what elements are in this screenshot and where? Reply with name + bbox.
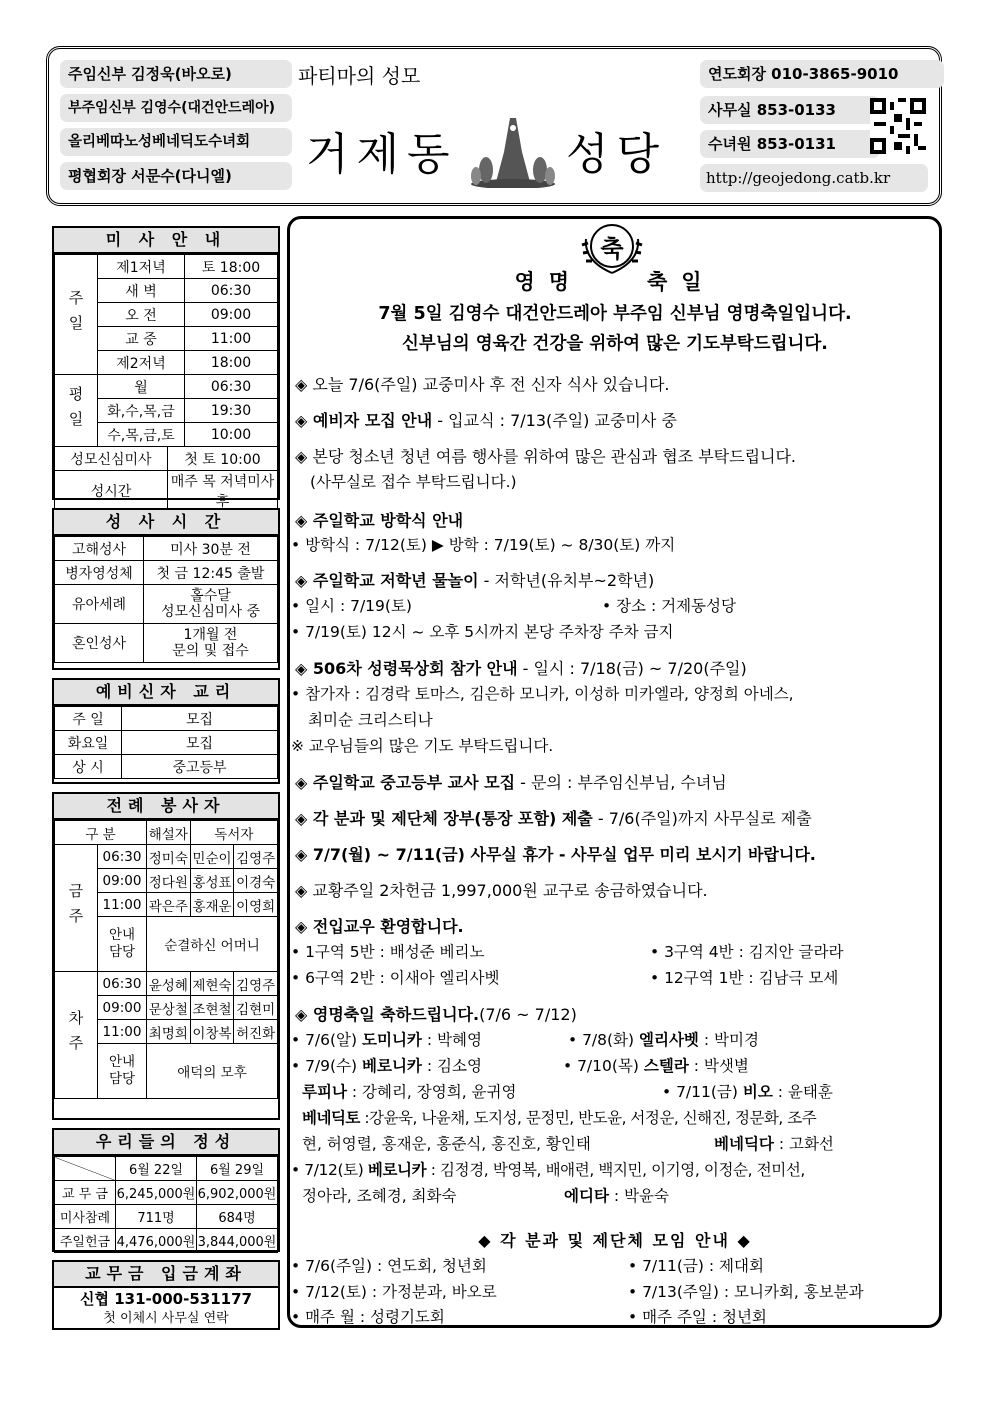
mass-day: 월	[98, 375, 185, 399]
class-day: 주 일	[55, 707, 122, 731]
offering-date: 6월 29일	[197, 1157, 278, 1181]
meeting-item: • 7/11(금) : 제대회	[628, 1257, 764, 1275]
feast-row	[291, 1054, 482, 1076]
feast-names: : 고화선	[773, 1135, 834, 1153]
convent-phone-pill: 수녀원 853-0131	[700, 130, 880, 158]
server-name: 김현미	[234, 996, 278, 1020]
sacrament-name: 병자영성체	[55, 561, 144, 585]
servers-head: 독서자	[190, 821, 277, 845]
next-week-label: 차주	[55, 972, 98, 1099]
feast-names: : 강혜리, 장영희, 윤귀영	[346, 1083, 517, 1101]
notice-detail: - 문의 : 부주임신부님, 수녀님	[515, 773, 727, 792]
server-name: 홍재운	[190, 893, 234, 917]
sacraments-title: 성 사 시 간	[54, 510, 278, 536]
offering-date: 6월 22일	[116, 1157, 197, 1181]
feast-line-2: 신부님의 영육간 건강을 위하여 많은 기도부탁드립니다.	[402, 334, 828, 354]
mass-schedule-box	[52, 226, 280, 510]
server-time: 06:30	[98, 972, 147, 996]
feast-names: : 윤태훈	[772, 1083, 833, 1101]
new-parishioner: • 1구역 5반 : 배성준 베리노	[291, 943, 485, 961]
feast-row	[302, 1106, 816, 1128]
offering-value: 6,902,000원	[197, 1181, 278, 1205]
this-week-label: 금주	[55, 845, 98, 972]
notice-detail: - 7/6(주일)까지 사무실로 제출	[592, 809, 812, 828]
server-name: 민순이	[190, 845, 234, 869]
mass-time: 09:00	[185, 303, 278, 327]
notice-youth: ◈ 본당 청소년 청년 여름 행사를 위하여 많은 관심과 협조 부탁드립니다.	[295, 447, 797, 466]
mass-time: 11:00	[185, 327, 278, 351]
feast-saint: 베로니카	[367, 1161, 427, 1179]
notice-head: ◈ 각 분과 및 제단체 장부(통장 포함) 제출	[295, 809, 593, 828]
feast-saint: 베네딕다	[714, 1135, 774, 1153]
catechumen-box	[52, 678, 280, 784]
class-day: 화요일	[55, 731, 122, 755]
feast-date: • 7/10(목)	[563, 1057, 644, 1075]
notice-catechumen	[295, 408, 945, 431]
servers-box	[52, 792, 280, 1120]
extra-mass-label: 성모신심미사	[55, 447, 168, 471]
feast-row	[291, 1158, 805, 1180]
offering-label: 교 무 금	[55, 1181, 116, 1205]
feast-saint: 루피나	[302, 1083, 347, 1101]
offering-value: 711명	[116, 1205, 197, 1229]
feast-row	[563, 1054, 749, 1076]
notice-lunch: ◈ 오늘 7/6(주일) 교중미사 후 전 신자 식사 있습니다.	[295, 375, 670, 394]
feast-saint: 스텔라	[643, 1057, 689, 1075]
sacrament-name: 고해성사	[55, 537, 144, 561]
notice-welcome-head: ◈ 전입교우 환영합니다.	[295, 917, 464, 936]
mass-type: 새 벽	[98, 279, 185, 303]
feast-saint: 도미니카	[362, 1031, 422, 1049]
parish-title-left: 거제동	[306, 129, 458, 180]
notice-detail: - 일시 : 7/18(금) ~ 7/20(주일)	[517, 659, 747, 678]
server-name: 이영희	[234, 893, 278, 917]
server-time: 09:00	[98, 996, 147, 1020]
sacraments-box	[52, 508, 280, 670]
new-parishioner: • 12구역 1반 : 김남극 모세	[650, 969, 839, 987]
feast-names: : 박혜영	[421, 1031, 482, 1049]
offerings-box	[52, 1128, 280, 1252]
account-box	[52, 1260, 280, 1330]
feast-saint: 베네딕토	[302, 1109, 360, 1127]
emblem-char: 축	[600, 235, 624, 263]
mass-type: 교 중	[98, 327, 185, 351]
feast-date: • 7/12(토)	[291, 1161, 368, 1179]
notice-head: ◈ 주일학교 중고등부 교사 모집	[295, 773, 516, 792]
notice-detail: - 저학년(유치부~2학년)	[478, 571, 655, 590]
waterplay-place: • 장소 : 거제동성당	[602, 597, 736, 615]
assistant-pastor-pill: 부주임신부 김영수(대건안드레아)	[60, 94, 292, 122]
retreat-participants-cont: 최미순 크리스티나	[308, 711, 433, 729]
yeondo-phone-pill: 연도회장 010-3865-9010	[700, 60, 944, 88]
notice-teachers	[295, 770, 945, 793]
weekday-label: 평일	[55, 375, 98, 447]
offering-label: 주일헌금	[55, 1229, 116, 1253]
offering-value: 684명	[197, 1205, 278, 1229]
feast-names: 정아라, 조혜경, 최화숙	[302, 1187, 457, 1205]
feast-row	[564, 1184, 669, 1206]
feast-names: : 박윤숙	[608, 1187, 669, 1205]
servers-head: 구 분	[55, 821, 147, 845]
qr-code-icon[interactable]	[870, 98, 926, 154]
feast-names: : 박샛별	[688, 1057, 749, 1075]
new-parishioner: • 6구역 2반 : 이새아 엘리사벳	[291, 969, 500, 987]
server-name: 조현철	[190, 996, 234, 1020]
feast-saint: 엘리사벳	[639, 1031, 699, 1049]
notice-head: ◈ 예비자 모집 안내	[295, 411, 433, 430]
waterplay-date: • 일시 : 7/19(토)	[291, 597, 412, 615]
sacrament-name: 유아세례	[55, 585, 144, 624]
retreat-prayer-note: ※ 교우님들의 많은 기도 부탁드립니다.	[291, 737, 554, 755]
notice-detail: - 입교식 : 7/13(주일) 교중미사 중	[432, 411, 677, 430]
notice-youth-sub: (사무실로 접수 부탁드립니다.)	[310, 473, 517, 491]
feast-date: • 7/11(금)	[662, 1083, 743, 1101]
feast-saint: 비오	[742, 1083, 773, 1101]
mass-type: 제1저녁	[98, 255, 185, 279]
guide-label: 안내 담당	[98, 917, 147, 972]
sacrament-name: 혼인성사	[55, 624, 144, 663]
mass-schedule-title: 미 사 안 내	[54, 228, 278, 254]
catechumen-title: 예비신자 교리	[54, 680, 278, 706]
feast-date: • 7/8(화)	[568, 1031, 640, 1049]
notice-waterplay	[295, 568, 945, 591]
server-name: 홍성표	[190, 869, 234, 893]
new-parishioner: • 3구역 4반 : 김지안 글라라	[650, 943, 844, 961]
mass-time: 18:00	[185, 351, 278, 375]
offering-value: 6,245,000원	[116, 1181, 197, 1205]
mass-type: 제2저녁	[98, 351, 185, 375]
diagonal-header-cell	[55, 1157, 116, 1181]
guide-label: 안내 담당	[98, 1044, 147, 1099]
extra-mass-label: 성시간	[55, 471, 168, 512]
server-name: 정미숙	[147, 845, 191, 869]
feast-names: : 박미경	[698, 1031, 759, 1049]
guide-group: 순결하신 어머니	[147, 917, 278, 972]
class-status: 모집	[122, 731, 278, 755]
sacrament-time: 첫 금 12:45 출발	[144, 561, 278, 585]
notice-papal-collection: ◈ 교황주일 2차헌금 1,997,000원 교구로 송금하였습니다.	[295, 881, 708, 900]
feast-line-1: 7월 5일 김영수 대건안드레아 부주임 신부님 영명축일입니다.	[378, 304, 852, 324]
server-time: 06:30	[98, 845, 147, 869]
server-name: 제현숙	[190, 972, 234, 996]
waterplay-parking: • 7/19(토) 12시 ~ 오후 5시까지 본당 주차장 주차 금지	[291, 623, 674, 641]
feast-saint: 에디타	[564, 1187, 609, 1205]
feast-saint: 베로니카	[362, 1057, 422, 1075]
website-url[interactable]: http://geojedong.catb.kr	[700, 164, 928, 192]
server-name: 문상철	[147, 996, 191, 1020]
mass-day: 화,수,목,금	[98, 399, 185, 423]
server-name: 허진화	[234, 1020, 278, 1044]
parish-title-right: 성당	[566, 129, 668, 180]
server-name: 이경숙	[234, 869, 278, 893]
feast-date: • 7/9(수)	[291, 1057, 363, 1075]
feast-row	[302, 1080, 516, 1102]
notice-feastdays	[295, 1002, 945, 1025]
meeting-item: • 7/13(주일) : 모니카회, 홍보분과	[628, 1283, 864, 1301]
notice-office-closed: ◈ 7/7(월) ~ 7/11(금) 사무실 휴가 - 사무실 업무 미리 보시기 바랍니다.	[295, 845, 816, 864]
extra-mass-time: 첫 토 10:00	[168, 447, 278, 471]
mass-type: 오 전	[98, 303, 185, 327]
mass-day: 수,목,금,토	[98, 423, 185, 447]
class-day: 상 시	[55, 755, 122, 779]
sacrament-time: 미사 30분 전	[144, 537, 278, 561]
meeting-item: • 7/12(토) : 가정분과, 바오로	[291, 1283, 497, 1301]
notice-head: ◈ 506차 성령묵상회 참가 안내	[295, 659, 518, 678]
meetings-title: ◆ 각 분과 및 제단체 모임 안내 ◆	[478, 1231, 752, 1250]
servers-head: 해설자	[147, 821, 191, 845]
offering-label: 미사참례	[55, 1205, 116, 1229]
account-note: 첫 이체시 사무실 연락	[103, 1311, 229, 1326]
notice-ledger	[295, 806, 945, 829]
guide-group: 애덕의 모후	[147, 1044, 278, 1099]
sacrament-time: 1개월 전 문의 및 접수	[144, 624, 278, 663]
mass-time: 19:30	[185, 399, 278, 423]
feast-row	[568, 1028, 759, 1050]
feast-names: :강윤욱, 나윤채, 도지성, 문정민, 반도윤, 서정운, 신해진, 정문화, 조주	[359, 1109, 817, 1127]
server-name: 이창복	[190, 1020, 234, 1044]
account-number[interactable]: 신협 131-000-531177	[80, 1290, 252, 1308]
retreat-participants: • 참가자 : 김경락 토마스, 김은하 모니카, 이성하 미카엘라, 양정희 아네스,	[291, 685, 794, 703]
meeting-item: • 7/6(주일) : 연도회, 청년회	[291, 1257, 487, 1275]
meeting-item: • 매주 주일 : 청년회	[628, 1308, 767, 1326]
parish-logo-icon	[470, 112, 560, 188]
servers-title: 전례 봉사자	[54, 794, 278, 820]
feast-date: • 7/6(알)	[291, 1031, 363, 1049]
notice-detail: (7/6 ~ 7/12)	[479, 1005, 577, 1024]
sunday-label: 주일	[55, 255, 98, 375]
offerings-title: 우리들의 정성	[54, 1130, 278, 1156]
server-name: 김영주	[234, 972, 278, 996]
feast-names: : 김정경, 박영복, 배애련, 백지민, 이기영, 이정순, 전미선,	[426, 1161, 805, 1179]
server-name: 최명희	[147, 1020, 191, 1044]
mass-time: 06:30	[185, 375, 278, 399]
account-title: 교무금 입금계좌	[54, 1262, 278, 1288]
server-time: 11:00	[98, 893, 147, 917]
feast-row	[714, 1132, 834, 1154]
notice-retreat	[295, 656, 945, 679]
pastor-pill: 주임신부 김정욱(바오로)	[60, 60, 292, 88]
server-name: 윤성혜	[147, 972, 191, 996]
notice-head: ◈ 영명축일 축하드립니다.	[295, 1005, 480, 1024]
mass-time: 토 18:00	[185, 255, 278, 279]
sacrament-time: 홀수달 성모신심미사 중	[144, 585, 278, 624]
feast-names: 현, 허영렬, 홍재운, 홍준식, 홍진호, 황인태	[302, 1135, 591, 1153]
parish-subtitle: 파티마의 성모	[298, 64, 421, 88]
notice-head: ◈ 주일학교 저학년 물놀이	[295, 571, 479, 590]
meeting-item: • 매주 월 : 성령기도회	[291, 1308, 445, 1326]
notice-vacation-head: ◈ 주일학교 방학식 안내	[295, 511, 464, 530]
server-name: 정다원	[147, 869, 191, 893]
extra-mass-time: 매주 목 저녁미사 후	[168, 471, 278, 512]
class-status: 중고등부	[122, 755, 278, 779]
sisters-pill: 올리베따노성베네딕도수녀회	[60, 128, 292, 156]
server-name: 김영주	[234, 845, 278, 869]
mass-time: 06:30	[185, 279, 278, 303]
server-time: 09:00	[98, 869, 147, 893]
feast-names: : 김소영	[421, 1057, 482, 1075]
feast-row	[662, 1080, 833, 1102]
class-status: 모집	[122, 707, 278, 731]
offering-value: 4,476,000원	[116, 1229, 197, 1253]
offering-value: 3,844,000원	[197, 1229, 278, 1253]
council-president-pill: 평협회장 서문수(다니엘)	[60, 162, 292, 190]
feast-title: 영명 축일	[514, 270, 716, 294]
notice-vacation-sub: • 방학식 : 7/12(토) ▶ 방학 : 7/19(토) ~ 8/30(토) 까지	[291, 536, 676, 554]
mass-time: 10:00	[185, 423, 278, 447]
feast-row	[291, 1028, 482, 1050]
server-time: 11:00	[98, 1020, 147, 1044]
server-name: 곽은주	[147, 893, 191, 917]
office-phone-pill: 사무실 853-0133	[700, 96, 880, 124]
